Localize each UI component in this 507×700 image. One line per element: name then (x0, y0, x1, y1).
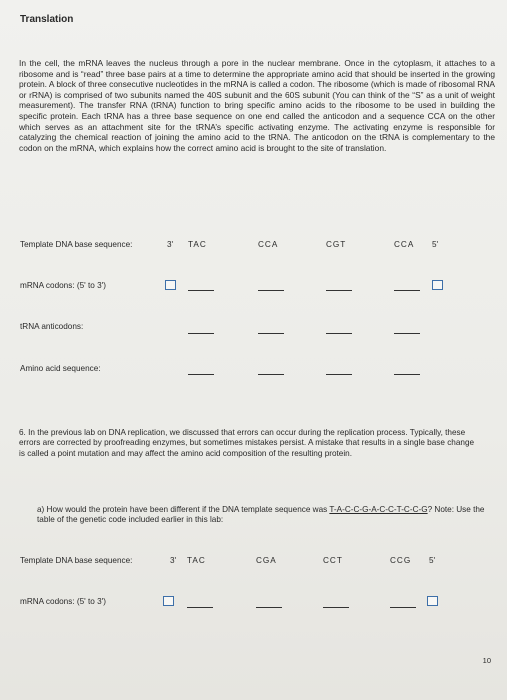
trna-blank-2[interactable] (258, 333, 284, 334)
question-6a-prefix: a) How would the protein have been different if the DNA template sequence was (37, 505, 330, 514)
answer-checkbox-right-2[interactable] (427, 596, 438, 606)
amino-blank-2[interactable] (258, 374, 284, 375)
five-prime-end-2: 5' (429, 556, 436, 565)
amino-acid-label: Amino acid sequence: (20, 364, 101, 373)
template2-codon-3: CCT (323, 556, 343, 565)
mrna-blank-1[interactable] (188, 290, 214, 291)
template2-codon-1: TAC (187, 556, 206, 565)
mrna-blank-2[interactable] (258, 290, 284, 291)
trna-blank-1[interactable] (188, 333, 214, 334)
trna-anticodons-label: tRNA anticodons: (20, 322, 84, 331)
amino-blank-1[interactable] (188, 374, 214, 375)
amino-blank-3[interactable] (326, 374, 352, 375)
mrna-codons-label-2: mRNA codons: (5' to 3') (20, 597, 106, 606)
three-prime-end-2: 3' (170, 556, 177, 565)
mrna2-blank-3[interactable] (323, 607, 349, 608)
three-prime-end: 3' (167, 240, 174, 249)
mrna2-blank-1[interactable] (187, 607, 213, 608)
question-6a-suffix: ? Note: Use the table of the genetic code included earlier in this lab: (37, 505, 485, 525)
trna-blank-3[interactable] (326, 333, 352, 334)
mutated-sequence: T-A-C-C-G-A-C-C-T-C-C-G (329, 505, 428, 514)
template-codon-1: TAC (188, 240, 207, 249)
answer-checkbox-right[interactable] (432, 280, 443, 290)
template-codon-3: CGT (326, 240, 347, 249)
mrna-codons-label: mRNA codons: (5' to 3') (20, 281, 106, 290)
five-prime-end: 5' (432, 240, 439, 249)
mrna2-blank-4[interactable] (390, 607, 416, 608)
template2-codon-2: CGA (256, 556, 277, 565)
answer-checkbox-left[interactable] (165, 280, 176, 290)
mrna2-blank-2[interactable] (256, 607, 282, 608)
page-number: 10 (482, 656, 491, 665)
page-title: Translation (20, 14, 74, 25)
template2-codon-4: CCG (390, 556, 412, 565)
template-codon-4: CCA (394, 240, 415, 249)
answer-checkbox-left-2[interactable] (163, 596, 174, 606)
template-dna-label: Template DNA base sequence: (20, 240, 133, 249)
template-codon-2: CCA (258, 240, 279, 249)
mrna-blank-4[interactable] (394, 290, 420, 291)
question-6: 6. In the previous lab on DNA replication, we discussed that errors can occur during the replication process. Typically, these errors are corrected by proofreading enzymes, but sometimes mistakes persist. A mistake that results in a single base change is called a point mutation and may affect the amino acid composition of the resulting protein. (19, 428, 475, 458)
trna-blank-4[interactable] (394, 333, 420, 334)
intro-paragraph: In the cell, the mRNA leaves the nucleus through a pore in the nuclear membrane. Once in the cytoplasm, it attaches to a ribosome and is “read” three base pairs at a time to determine the appropriate amino acid that should be inserted in the growing protein. A block of three consecutive nucleotides in the mRNA is called a codon. The ribosome (which is made of ribosomal RNA or rRNA) is comprised of two subunits named the 40S subunit and the 60S subunit (You can think of the “S” as a unit of weight measurement). The transfer RNA (tRNA) function to bring specific amino acids to the ribosome to be used in building the specific protein. Each tRNA has a three base sequence on one end called the anticodon and a sequence CCA on the other which serves as an attachment site for the tRNA’s specific activating enzyme. The activating enzyme is responsible for catalyzing the chemical reaction of joining the amino acid to the tRNA. The anticodon on the tRNA is complementary to the codon on the mRNA, which explains how the correct amino acid is brought to the site of translation. (19, 58, 495, 153)
mrna-blank-3[interactable] (326, 290, 352, 291)
amino-blank-4[interactable] (394, 374, 420, 375)
question-6a (37, 505, 492, 526)
template-dna-label-2: Template DNA base sequence: (20, 556, 133, 565)
